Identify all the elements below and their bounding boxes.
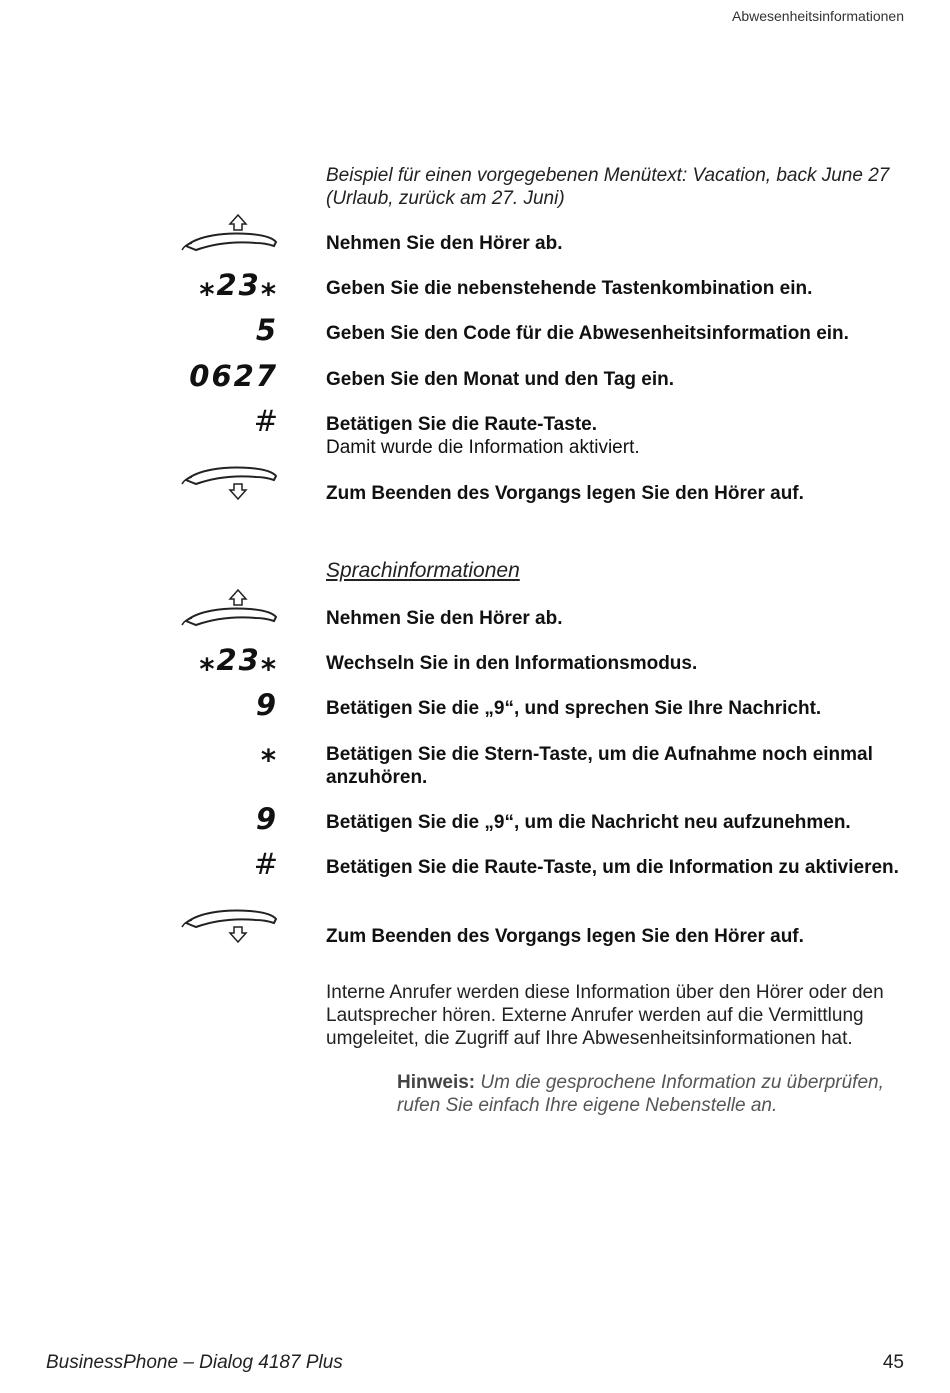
step-text: Geben Sie den Monat und den Tag ein.	[326, 369, 675, 390]
key-sequence: ⁎23⁎	[199, 268, 278, 302]
step-text: Wechseln Sie in den Informationsmodus.	[326, 653, 698, 674]
key-sequence: ⁎23⁎	[199, 643, 278, 677]
key-sequence: 0627	[189, 359, 278, 393]
info-paragraph: Interne Anrufer werden diese Information über den Hörer oder den Lautsprecher hören. Externe Anrufer werden auf die Vermittlung umgeleitet, die Zugriff auf Ihre Abwesenheitsinformationen hat.	[326, 982, 884, 1049]
handset-lift-icon	[178, 585, 278, 634]
key-sequence: 5	[255, 313, 278, 347]
key-sequence: 9	[255, 802, 278, 836]
hash-key: #	[253, 847, 278, 881]
hash-key: #	[253, 404, 278, 438]
step-text: Betätigen Sie die Stern-Taste, um die Aufnahme noch einmal anzuhören.	[326, 744, 873, 788]
step-text: Nehmen Sie den Hörer ab.	[326, 233, 563, 254]
step-text: Nehmen Sie den Hörer ab.	[326, 608, 563, 629]
step-text: Zum Beenden des Vorgangs legen Sie den Hörer auf.	[326, 926, 804, 947]
note	[397, 1071, 917, 1117]
step-text: Geben Sie die nebenstehende Tastenkombination ein.	[326, 278, 813, 299]
step-text: Betätigen Sie die „9“, um die Nachricht neu aufzunehmen.	[326, 812, 851, 833]
section-title: Sprachinformationen	[326, 559, 520, 582]
step-subtext: Damit wurde die Information aktiviert.	[326, 437, 640, 458]
step-text: Betätigen Sie die Raute-Taste.	[326, 414, 597, 435]
running-header: Abwesenheitsinformationen	[732, 8, 904, 24]
step-text: Betätigen Sie die Raute-Taste, um die Information zu aktivieren.	[326, 857, 899, 878]
note-label: Hinweis:	[397, 1072, 476, 1093]
step-text: Zum Beenden des Vorgangs legen Sie den Hörer auf.	[326, 483, 804, 504]
footer-product: BusinessPhone – Dialog 4187 Plus	[46, 1352, 343, 1373]
page-number: 45	[882, 1352, 904, 1373]
handset-replace-icon	[178, 460, 278, 509]
note-text: Um die gesprochene Information zu überprüfen, rufen Sie einfach Ihre eigene Nebenstelle an.	[397, 1072, 884, 1116]
handset-replace-icon	[178, 903, 278, 952]
key-sequence: 9	[255, 688, 278, 722]
example-text: Beispiel für einen vorgegebenen Menütext: Vacation, back June 27 (Urlaub, zurück am 27. Juni)	[326, 165, 890, 209]
star-key: ⁎	[260, 734, 278, 768]
step-text: Geben Sie den Code für die Abwesenheitsinformation ein.	[326, 323, 849, 344]
step-text: Betätigen Sie die „9“, und sprechen Sie Ihre Nachricht.	[326, 698, 822, 719]
handset-lift-icon	[178, 210, 278, 259]
